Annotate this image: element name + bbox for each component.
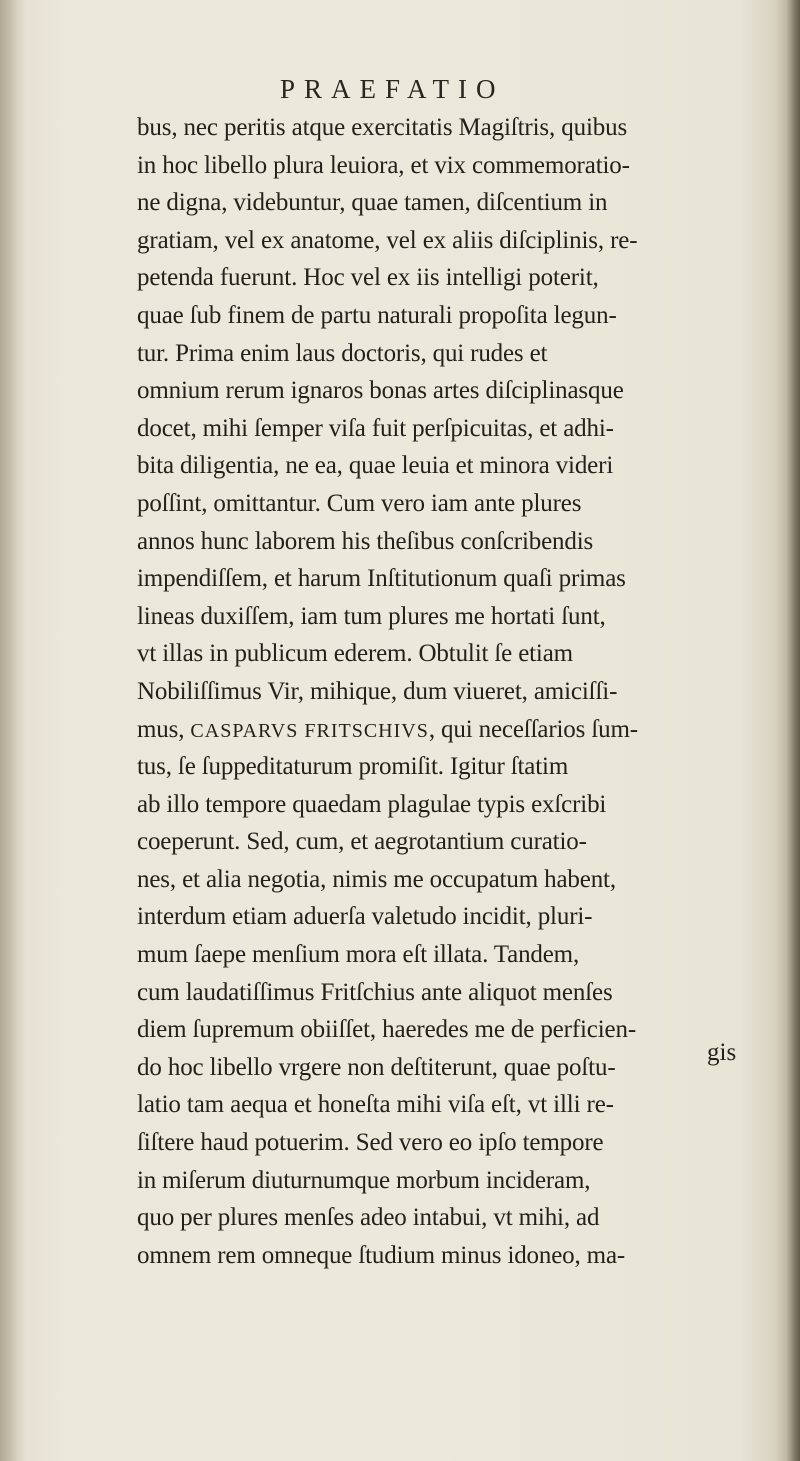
text-line: poſſint, omittantur. Cum vero iam ante plures: [137, 489, 582, 517]
text-line: omnium rerum ignaros bonas artes diſciplinasque: [137, 377, 624, 405]
catchword: gis: [707, 1039, 737, 1066]
text-line: mum ſaepe menſium mora eſt illata. Tandem,: [137, 941, 580, 969]
text-line: omnem rem omneque ſtudium minus idoneo, ma-: [137, 1241, 626, 1269]
page-edge-shadow: [786, 0, 800, 1461]
text-line: diem ſupremum obiiſſet, haeredes me de perficien-: [137, 1016, 637, 1044]
text-line: gratiam, vel ex anatome, vel ex aliis diſciplinis, re-: [137, 226, 638, 254]
text-line: impendiſſem, et harum Inſtitutionum quaſi primas: [137, 565, 626, 593]
text-line: docet, mihi ſemper viſa fuit perſpicuitas, et adhi-: [137, 414, 614, 442]
text-line: coeperunt. Sed, cum, et aegrotantium curatio-: [137, 828, 587, 856]
text-line: in hoc libello plura leuiora, et vix commemoratio-: [137, 151, 630, 179]
smallcaps-name: CASPARVS FRITSCHIVS: [190, 719, 429, 742]
text-line: vt illas in publicum ederem. Obtulit ſe etiam: [137, 640, 573, 668]
text-line: annos hunc laborem his theſibus conſcribendis: [137, 527, 594, 555]
text-line: mus, CASPARVS FRITSCHIVS, qui neceſſarios ſum-: [137, 715, 638, 743]
text-line: nes, et alia negotia, nimis me occupatum habent,: [137, 865, 616, 893]
text-line: petenda fuerunt. Hoc vel ex iis intelligi poterit,: [137, 264, 599, 292]
text-line: bita diligentia, ne ea, quae leuia et minora videri: [137, 452, 614, 480]
text-line: ſiſtere haud potuerim. Sed vero eo ipſo tempore: [137, 1129, 604, 1157]
text-line: quo per plures menſes adeo intabui, vt mihi, ad: [137, 1204, 600, 1232]
text-line: quae ſub finem de partu naturali propoſita legun-: [137, 301, 617, 329]
text-line: do hoc libello vrgere non deſtiterunt, quae poſtu-: [137, 1053, 616, 1081]
text-line: interdum etiam aduerſa valetudo incidit, pluri-: [137, 903, 593, 931]
text-line: latio tam aequa et honeſta mihi viſa eſt, vt illi re-: [137, 1091, 614, 1119]
gutter-shadow: [0, 0, 26, 1461]
text-line: in miſerum diuturnumque morbum incideram,: [137, 1166, 591, 1194]
body-text: [137, 109, 777, 1274]
text-line: cum laudatiſſimus Fritſchius ante aliquot menſes: [137, 978, 613, 1006]
text-line: lineas duxiſſem, iam tum plures me hortati ſunt,: [137, 602, 606, 630]
text-line: bus, nec peritis atque exercitatis Magiſtris, quibus: [137, 114, 628, 141]
text-line: ne digna, videbuntur, quae tamen, diſcentium in: [137, 189, 608, 217]
text-line: Nobiliſſimus Vir, mihique, dum viueret, amiciſſi-: [137, 677, 618, 705]
text-line: ab illo tempore quaedam plagulae typis exſcribi: [137, 790, 607, 818]
text-line: tus, ſe ſuppeditaturum promiſit. Igitur ſtatim: [137, 753, 569, 781]
text-line: tur. Prima enim laus doctoris, qui rudes et: [137, 339, 548, 367]
running-head: PRAEFATIO: [280, 74, 505, 104]
